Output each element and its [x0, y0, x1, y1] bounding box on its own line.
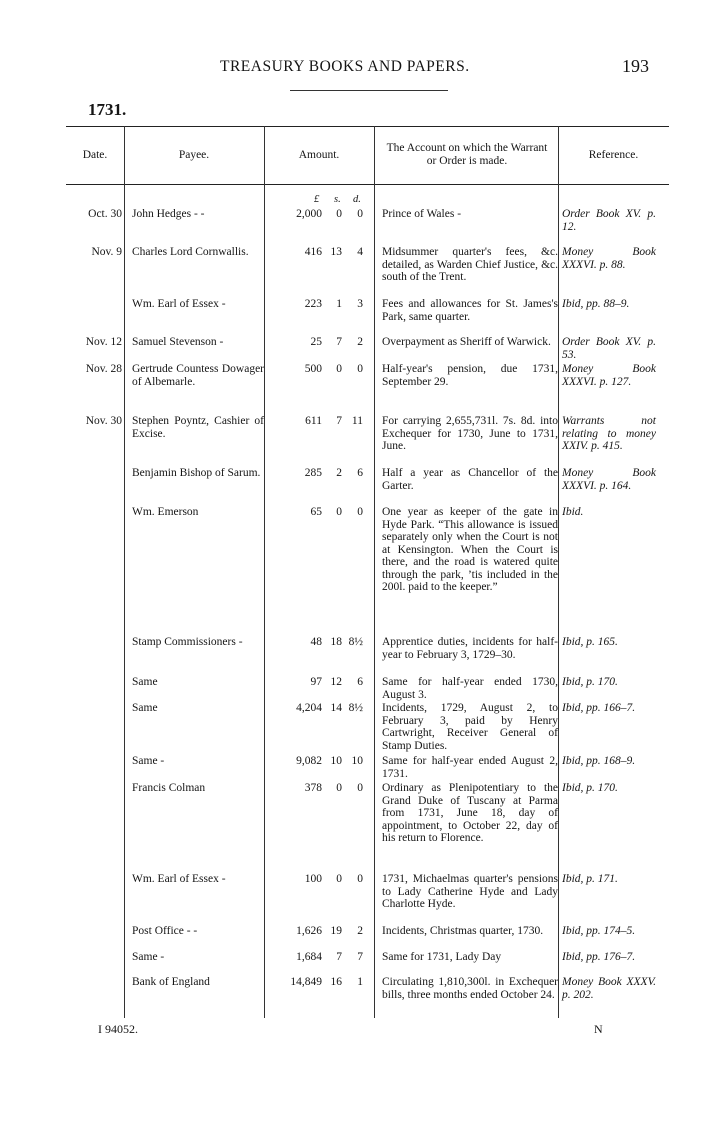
entry-pounds: 4,204 — [296, 702, 322, 714]
entry-reference: Ibid, pp. 176–7. — [562, 951, 636, 963]
entry-account: One year as keeper of the gate in Hyde Park. “This allowance is issued separately only when the Court is not at Kensington. When the Court is there, and the road is watered quite through the park, ’tis included in the 200l. paid to the keeper.” — [382, 506, 558, 593]
entry-pence: 6 — [357, 467, 363, 479]
entry-pounds: 285 — [304, 467, 322, 479]
entry-reference: Money Book XXXVI. p. 164. — [562, 467, 656, 492]
entry-pounds: 9,082 — [296, 755, 322, 767]
entry-account: Circulating 1,810,300l. in Exchequer bills, three months ended October 24. — [382, 976, 558, 1001]
entry-reference: Money Book XXXVI. p. 88. — [562, 246, 656, 271]
entry-reference: Ibid, p. 170. — [562, 782, 618, 794]
entry-pounds: 223 — [304, 298, 322, 310]
column-divider-amount — [374, 126, 375, 1018]
entry-shillings: 13 — [330, 246, 342, 258]
entry-pence: 7 — [357, 951, 363, 963]
entry-payee: Francis Colman — [132, 782, 206, 794]
column-header-payee: Payee. — [178, 148, 210, 161]
entry-pence: 8½ — [348, 636, 363, 648]
entry-pence: 0 — [357, 208, 363, 220]
column-divider-payee — [264, 126, 265, 1018]
entry-date: Nov. 12 — [85, 336, 122, 348]
entry-shillings: 7 — [336, 951, 342, 963]
entry-pence: 0 — [357, 873, 363, 885]
entry-reference: Money Book XXXV. p. 202. — [562, 976, 656, 1001]
entry-pounds: 1,626 — [296, 925, 322, 937]
entry-account: Half a year as Chancellor of the Garter. — [382, 467, 558, 492]
printer-signature: I 94052. — [98, 1022, 138, 1036]
entry-shillings: 0 — [336, 363, 342, 375]
entry-pounds: 416 — [304, 246, 322, 258]
entry-date: Oct. 30 — [88, 208, 122, 220]
column-header-account: The Account on which the Warrant or Order is made. — [386, 142, 548, 167]
entry-pounds: 65 — [310, 506, 322, 518]
entry-reference: Ibid. — [562, 506, 584, 518]
entry-reference: Order Book XV. p. 12. — [562, 208, 656, 233]
entry-account: Same for half-year ended August 2, 1731. — [382, 755, 558, 780]
column-divider-account — [558, 126, 559, 1018]
entry-payee: Same — [132, 702, 158, 714]
entry-reference: Ibid, pp. 166–7. — [562, 702, 636, 714]
entry-payee: Wm. Emerson — [132, 506, 199, 518]
entry-account: Prince of Wales - — [382, 208, 462, 220]
entry-date: Nov. 30 — [85, 415, 122, 427]
entry-pence: 2 — [357, 925, 363, 937]
entry-account: Overpayment as Sheriff of Warwick. — [382, 336, 551, 348]
entry-payee: Gertrude Countess Dowager of Albemarle. — [132, 363, 264, 388]
entry-reference: Money Book XXXVI. p. 127. — [562, 363, 656, 388]
header-bottom-rule — [66, 184, 669, 185]
entry-payee: Same - — [132, 755, 165, 767]
entry-pounds: 48 — [310, 636, 322, 648]
entry-pounds: 14,849 — [290, 976, 322, 988]
entry-pence: 1 — [357, 976, 363, 988]
entry-pence: 3 — [357, 298, 363, 310]
entry-pounds: 2,000 — [296, 208, 322, 220]
shilling-unit-label: s. — [334, 194, 341, 205]
entry-shillings: 0 — [336, 208, 342, 220]
entry-reference: Warrants not relating to money XXIV. p. 415. — [562, 415, 656, 452]
running-title: TREASURY BOOKS AND PAPERS. — [220, 58, 470, 75]
entry-payee: Wm. Earl of Essex - — [132, 298, 226, 310]
entry-shillings: 0 — [336, 873, 342, 885]
entry-account: 1731, Michaelmas quarter's pensions to Lady Catherine Hyde and Lady Charlotte Hyde. — [382, 873, 558, 910]
page-number: 193 — [622, 56, 649, 76]
entry-account: Same for half-year ended 1730, August 3. — [382, 676, 558, 701]
entry-shillings: 0 — [336, 782, 342, 794]
entry-reference: Ibid, p. 170. — [562, 676, 618, 688]
entry-reference: Ibid, pp. 174–5. — [562, 925, 636, 937]
entry-reference: Ibid, p. 165. — [562, 636, 618, 648]
entry-pence: 4 — [357, 246, 363, 258]
entry-date: Nov. 28 — [85, 363, 122, 375]
sheet-mark: N — [594, 1022, 603, 1036]
entry-payee: Charles Lord Cornwallis. — [132, 246, 249, 258]
entry-payee: Post Office - - — [132, 925, 198, 937]
entry-account: For carrying 2,655,731l. 7s. 8d. into Exchequer for 1730, June to 1731, June. — [382, 415, 558, 452]
entry-account: Ordinary as Plenipotentiary to the Grand Duke of Tuscany at Parma from 1731, June 18, day of appointment, to October 22, day of his return to Florence. — [382, 782, 558, 844]
entry-pence: 11 — [351, 415, 363, 427]
entry-payee: Bank of England — [132, 976, 210, 988]
entry-pence: 2 — [357, 336, 363, 348]
entry-account: Incidents, Christmas quarter, 1730. — [382, 925, 544, 937]
entry-pence: 0 — [357, 782, 363, 794]
entry-shillings: 10 — [330, 755, 342, 767]
entry-payee: Same — [132, 676, 158, 688]
entry-shillings: 19 — [330, 925, 342, 937]
entry-account: Incidents, 1729, August 2, to February 3, paid by Henry Cartwright, Receiver General of Stamp Duties. — [382, 702, 558, 752]
entry-shillings: 12 — [330, 676, 342, 688]
entry-pounds: 378 — [304, 782, 322, 794]
entry-pounds: 500 — [304, 363, 322, 375]
entry-payee: Wm. Earl of Essex - — [132, 873, 226, 885]
entry-shillings: 0 — [336, 506, 342, 518]
entry-pounds: 611 — [305, 415, 322, 427]
entry-pence: 6 — [357, 676, 363, 688]
entry-payee: Samuel Stevenson - — [132, 336, 224, 348]
entry-pounds: 97 — [310, 676, 322, 688]
entry-shillings: 14 — [330, 702, 342, 714]
entry-shillings: 18 — [330, 636, 342, 648]
entry-pounds: 25 — [310, 336, 322, 348]
entry-reference: Ibid, pp. 168–9. — [562, 755, 636, 767]
entry-payee: John Hedges - - — [132, 208, 205, 220]
entry-shillings: 2 — [336, 467, 342, 479]
entry-account: Half-year's pension, due 1731, September 29. — [382, 363, 558, 388]
entry-pence: 0 — [357, 506, 363, 518]
year-heading: 1731. — [88, 100, 127, 119]
pound-unit-label: £ — [314, 194, 320, 205]
entry-pounds: 100 — [304, 873, 322, 885]
entry-pence: 8½ — [348, 702, 363, 714]
entry-date: Nov. 9 — [91, 246, 122, 258]
entry-pence: 10 — [351, 755, 363, 767]
entry-account: Same for 1731, Lady Day — [382, 951, 502, 963]
column-header-amount: Amount. — [298, 148, 340, 161]
entry-shillings: 7 — [336, 415, 342, 427]
column-header-date: Date. — [82, 148, 108, 161]
pence-unit-label: d. — [353, 194, 361, 205]
entry-account: Fees and allowances for St. James's Park, same quarter. — [382, 298, 558, 323]
header-rule — [290, 90, 448, 91]
column-header-reference: Reference. — [588, 148, 639, 161]
entry-account: Midsummer quarter's fees, &c. detailed, as Warden Chief Justice, &c. south of the Trent. — [382, 246, 558, 283]
entry-shillings: 16 — [330, 976, 342, 988]
entry-payee: Benjamin Bishop of Sarum. — [132, 467, 261, 479]
entry-pounds: 1,684 — [296, 951, 322, 963]
column-divider-date — [124, 126, 125, 1018]
entry-payee: Stamp Commissioners - — [132, 636, 243, 648]
ledger-table — [66, 126, 669, 1018]
entry-reference: Order Book XV. p. 53. — [562, 336, 656, 361]
entry-pence: 0 — [357, 363, 363, 375]
entry-reference: Ibid, pp. 88–9. — [562, 298, 630, 310]
entry-payee: Same - — [132, 951, 165, 963]
entry-account: Apprentice duties, incidents for half-year to February 3, 1729–30. — [382, 636, 558, 661]
entry-shillings: 1 — [336, 298, 342, 310]
entry-reference: Ibid, p. 171. — [562, 873, 618, 885]
entry-shillings: 7 — [336, 336, 342, 348]
entry-payee: Stephen Poyntz, Cashier of Excise. — [132, 415, 264, 440]
running-head — [0, 58, 720, 82]
